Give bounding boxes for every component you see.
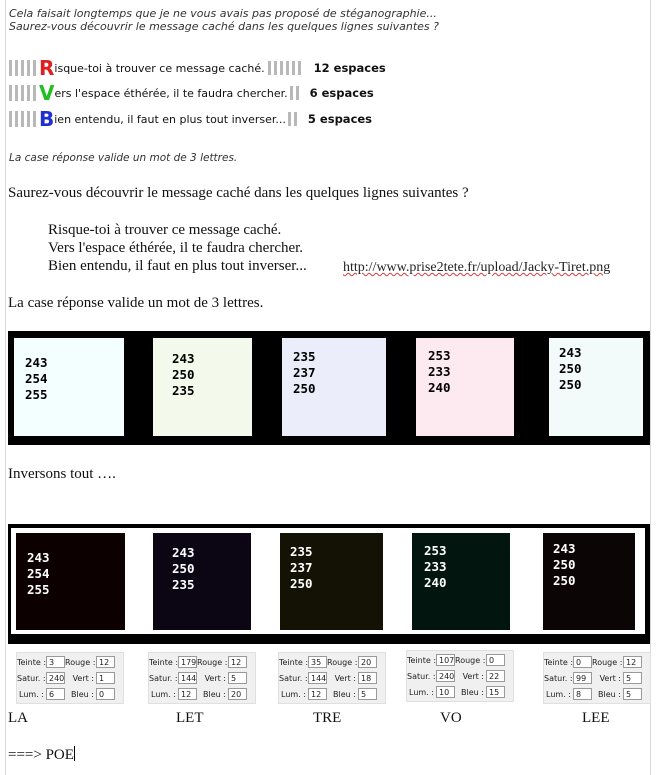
rgb-value: 243 (559, 345, 582, 360)
vert-field[interactable]: 5 (623, 672, 642, 684)
bleu-field[interactable]: 0 (96, 688, 115, 700)
vert-label: Vert : (72, 673, 94, 683)
satur-field[interactable]: 144 (178, 672, 197, 684)
rgb-value: 237 (293, 365, 316, 380)
lum-field[interactable]: 10 (436, 686, 455, 698)
rgb-value: 253 (428, 348, 451, 363)
teinte-label: Teinte : (279, 657, 309, 667)
space-bars (9, 60, 36, 76)
space-bars (290, 86, 299, 100)
satur-label: Satur. : (407, 671, 436, 681)
lum-field[interactable]: 12 (178, 688, 197, 700)
teinte-label: Teinte : (407, 655, 437, 665)
color-picker-panel (406, 650, 514, 702)
light-swatch (153, 338, 252, 436)
word-1: LA (8, 710, 28, 726)
satur-label: Satur. : (17, 673, 46, 683)
lum-label: Lum. : (409, 687, 434, 697)
rgb-value: 250 (293, 381, 316, 396)
light-swatch (282, 338, 386, 436)
rgb-value: 254 (27, 566, 50, 581)
dark-swatch (153, 533, 251, 630)
word-2: LET (176, 710, 204, 726)
teinte-field[interactable]: 179 (178, 656, 197, 668)
vert-field[interactable]: 1 (96, 672, 115, 684)
lum-label: Lum. : (281, 689, 306, 699)
bleu-label: Bleu : (598, 689, 621, 699)
color-picker-panel (278, 652, 386, 704)
bleu-label: Bleu : (461, 687, 484, 697)
dark-swatch (280, 533, 383, 630)
light-swatch (416, 338, 514, 436)
lum-label: Lum. : (546, 689, 571, 699)
rouge-field[interactable]: 12 (228, 656, 247, 668)
poem-line-3: Bien entendu, il faut en plus tout inverser... (48, 258, 307, 274)
riddle-letter: V (39, 81, 55, 105)
bleu-label: Bleu : (333, 689, 356, 699)
rgb-value: 233 (424, 559, 447, 574)
rgb-value: 250 (559, 377, 582, 392)
riddle-text: isque-toi à trouver ce message caché. (54, 61, 265, 75)
poem-line-1: Risque-toi à trouver ce message caché. (48, 222, 282, 238)
text-cursor (74, 746, 75, 761)
result-text: ===> POE (8, 747, 74, 763)
word-3: TRE (313, 710, 342, 726)
dark-swatch (543, 533, 635, 630)
lum-field[interactable]: 12 (308, 688, 327, 700)
rouge-label: Rouge : (455, 655, 486, 665)
bleu-field[interactable]: 20 (228, 688, 247, 700)
teinte-label: Teinte : (544, 657, 574, 667)
teinte-field[interactable]: 3 (46, 656, 65, 668)
space-count: 12 espaces (313, 61, 386, 75)
rgb-value: 243 (25, 355, 48, 370)
riddle-letter: B (39, 107, 55, 131)
lum-label: Lum. : (19, 689, 44, 699)
space-bars (268, 61, 301, 75)
satur-field[interactable]: 99 (573, 672, 592, 684)
rgb-value: 250 (559, 361, 582, 376)
vert-label: Vert : (204, 673, 226, 683)
riddle-row-b (9, 108, 372, 130)
lum-field[interactable]: 6 (46, 688, 65, 700)
light-swatch (549, 338, 643, 436)
rouge-field[interactable]: 12 (96, 656, 115, 668)
rgb-value: 243 (553, 541, 576, 556)
rgb-value: 235 (172, 577, 195, 592)
color-picker-panel (16, 652, 124, 704)
rgb-value: 250 (172, 367, 195, 382)
word-4: VO (440, 710, 462, 726)
poem-line-2: Vers l'espace éthérée, il te faudra chercher. (48, 240, 304, 256)
vert-field[interactable]: 22 (486, 670, 505, 682)
space-count: 6 espaces (309, 86, 374, 100)
rgb-value: 243 (172, 545, 195, 560)
satur-field[interactable]: 144 (308, 672, 327, 684)
rgb-value: 240 (428, 380, 451, 395)
rgb-value: 235 (293, 349, 316, 364)
riddle-note: La case réponse valide un mot de 3 lettres. (9, 152, 238, 164)
rgb-value: 250 (553, 573, 576, 588)
bleu-field[interactable]: 15 (486, 686, 505, 698)
color-picker-panel (148, 652, 256, 704)
rouge-field[interactable]: 20 (358, 656, 377, 668)
space-bars (9, 111, 36, 127)
rouge-label: Rouge : (197, 657, 228, 667)
vert-field[interactable]: 5 (228, 672, 247, 684)
space-bars (9, 85, 36, 101)
rgb-value: 250 (290, 576, 313, 591)
intro-line-2: Saurez-vous découvrir le message caché dans les quelques lignes suivantes ? (9, 20, 439, 33)
rgb-value: 235 (290, 544, 313, 559)
riddle-text: ien entendu, il faut en plus tout inverser... (54, 112, 286, 126)
vert-field[interactable]: 18 (358, 672, 377, 684)
rgb-value: 243 (27, 550, 50, 565)
teinte-label: Teinte : (149, 657, 179, 667)
word-5: LEE (582, 710, 610, 726)
satur-label: Satur. : (279, 673, 308, 683)
vert-label: Vert : (334, 673, 356, 683)
bleu-label: Bleu : (71, 689, 94, 699)
rouge-field[interactable]: 12 (623, 656, 642, 668)
rgb-value: 237 (290, 560, 313, 575)
light-swatch (14, 338, 124, 436)
rgb-value: 253 (424, 543, 447, 558)
rouge-label: Rouge : (592, 657, 623, 667)
result-line[interactable] (8, 746, 75, 764)
rgb-value: 250 (553, 557, 576, 572)
riddle-row-r (9, 57, 386, 79)
color-picker-panel (543, 652, 651, 704)
dark-swatch (16, 533, 125, 630)
rgb-value: 255 (25, 387, 48, 402)
teinte-field[interactable]: 107 (436, 654, 455, 666)
vert-label: Vert : (462, 671, 484, 681)
bleu-field[interactable]: 5 (358, 688, 377, 700)
space-count: 5 espaces (307, 112, 373, 126)
answer-note: La case réponse valide un mot de 3 lettres. (8, 295, 264, 311)
rgb-value: 235 (172, 383, 195, 398)
rgb-value: 255 (27, 582, 50, 597)
teinte-field[interactable]: 0 (573, 656, 592, 668)
invert-label: Inversons tout …. (8, 466, 116, 482)
rgb-value: 250 (172, 561, 195, 576)
rgb-value: 254 (25, 371, 48, 386)
dark-swatch (412, 533, 510, 630)
question-text: Saurez-vous découvrir le message caché dans les quelques lignes suivantes ? (8, 185, 469, 201)
rgb-value: 240 (424, 575, 447, 590)
rgb-value: 243 (172, 351, 195, 366)
lum-label: Lum. : (151, 689, 176, 699)
bleu-field[interactable]: 5 (623, 688, 642, 700)
riddle-row-v (9, 82, 374, 104)
rouge-field[interactable]: 0 (486, 654, 505, 666)
image-link[interactable]: http://www.prise2tete.fr/upload/Jacky-Tiret.png (343, 260, 611, 275)
riddle-text: ers l'espace éthérée, il te faudra chercher. (54, 86, 288, 100)
teinte-label: Teinte : (17, 657, 47, 667)
rouge-label: Rouge : (65, 657, 96, 667)
satur-field[interactable]: 240 (436, 670, 455, 682)
rouge-label: Rouge : (327, 657, 358, 667)
lum-field[interactable]: 8 (573, 688, 592, 700)
bleu-label: Bleu : (203, 689, 226, 699)
satur-field[interactable]: 240 (46, 672, 65, 684)
vert-label: Vert : (599, 673, 621, 683)
left-margin-line (5, 0, 6, 775)
space-bars (288, 112, 297, 126)
rgb-value: 233 (428, 364, 451, 379)
teinte-field[interactable]: 35 (308, 656, 327, 668)
satur-label: Satur. : (544, 673, 573, 683)
riddle-letter: R (39, 56, 55, 80)
intro-line-1: Cela faisait longtemps que je ne vous avais pas proposé de stéganographie... (9, 7, 437, 20)
satur-label: Satur. : (149, 673, 178, 683)
